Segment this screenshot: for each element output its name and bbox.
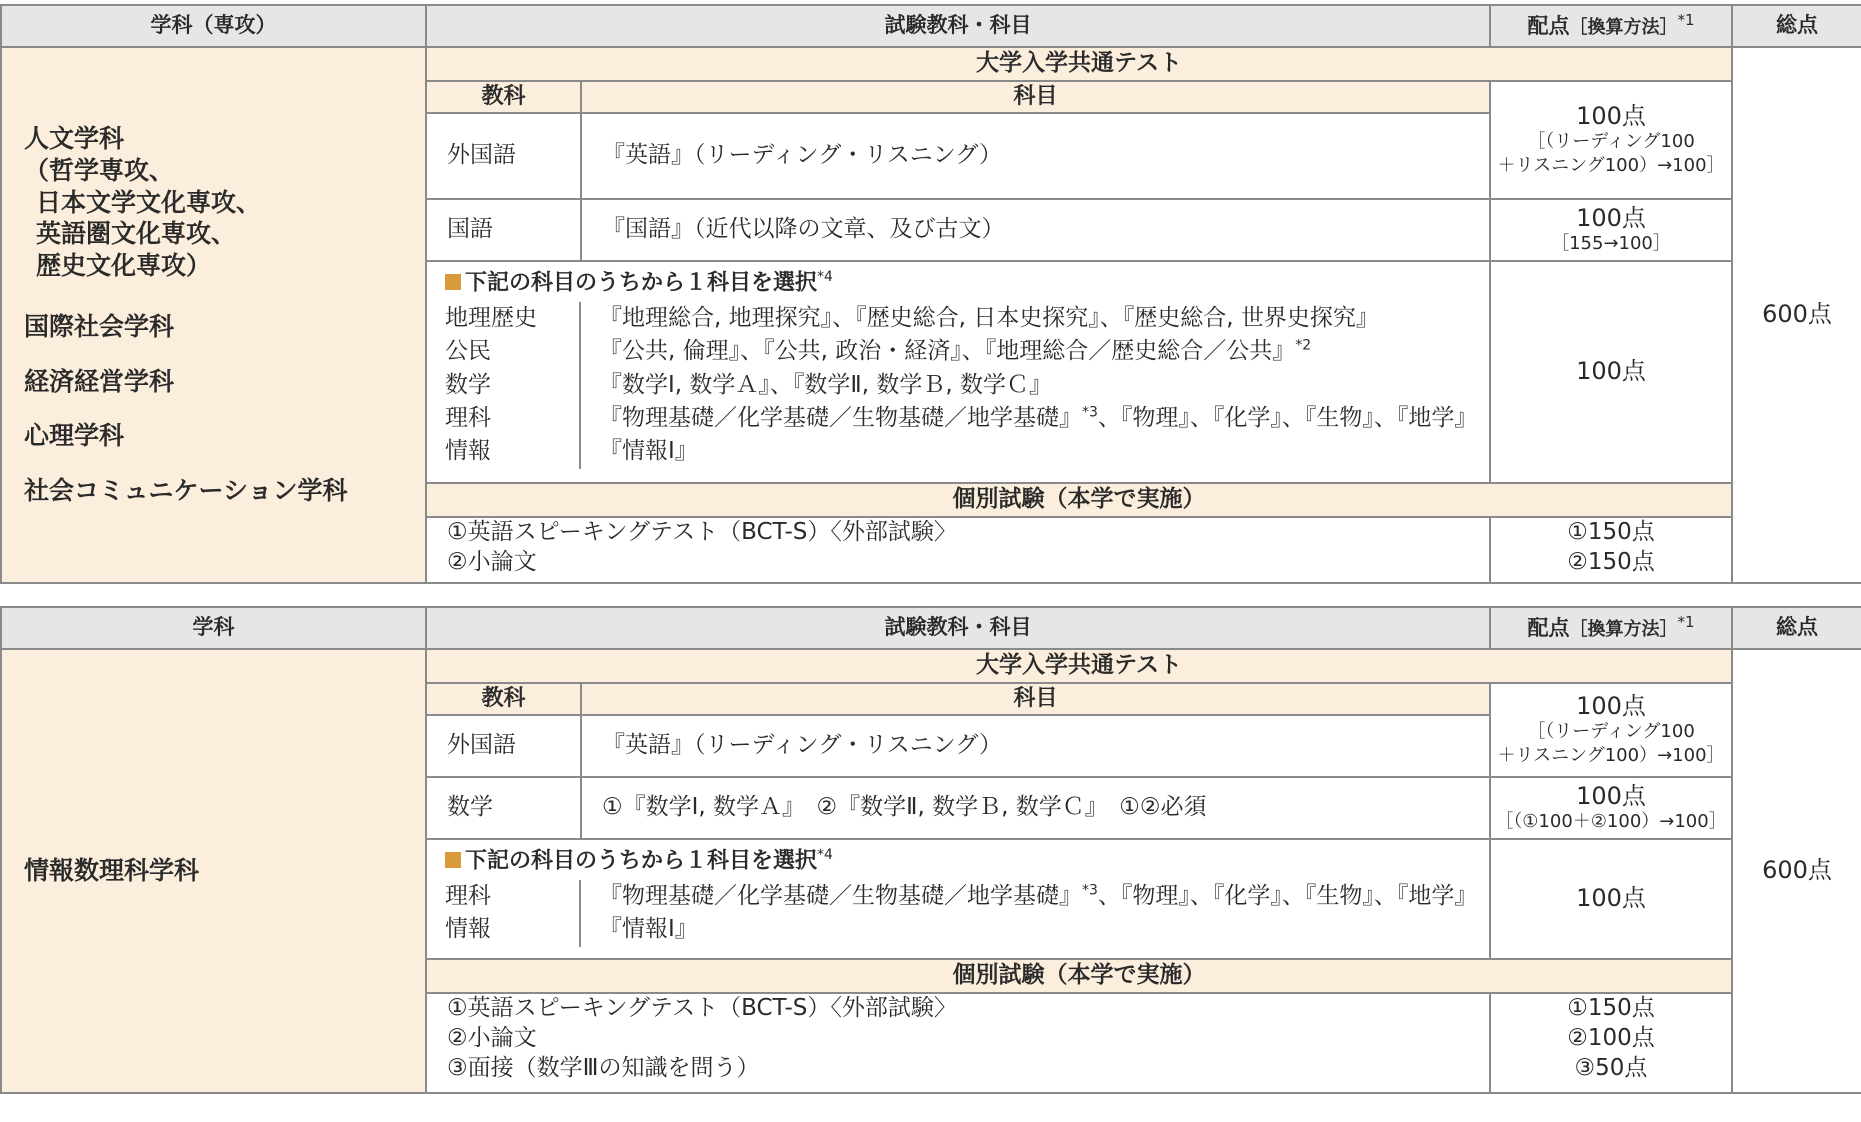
- square-bullet-icon: [445, 852, 461, 868]
- header-dept: 学科（専攻）: [1, 5, 426, 47]
- subject-math: 数学: [426, 777, 581, 839]
- col-course-header: 科目: [581, 81, 1490, 113]
- header-dept: 学科: [1, 607, 426, 649]
- course-japanese: 『国語』（近代以降の文章、及び古文）: [581, 199, 1490, 261]
- individual-test-items: [426, 517, 1490, 583]
- department-cell: [1, 47, 426, 583]
- select-title: 下記の科目のうちから１科目を選択$^{*4}$: [427, 846, 1489, 876]
- points-foreign-language: 100点 ［（リーディング100 ＋リスニング100）→100］: [1490, 683, 1732, 777]
- points-select: 100点: [1490, 839, 1732, 959]
- department-social-communication: 社会コミュニケーション学科: [24, 475, 348, 505]
- course-math: ①『数学Ⅰ, 数学Ａ』 ②『数学Ⅱ, 数学Ｂ, 数学Ｃ』 ①②必須: [581, 777, 1490, 839]
- select-title: 下記の科目のうちから１科目を選択$^{*4}$: [427, 268, 1489, 298]
- exam-table-1: [0, 4, 1861, 584]
- square-bullet-icon: [445, 274, 461, 290]
- select-grid: [427, 880, 1489, 947]
- individual-item-3: ③面接（数学Ⅲの知識を問う）: [447, 1054, 760, 1081]
- department-humanities-majors-3: 英語圏文化専攻、: [36, 219, 237, 249]
- select-grid: [427, 302, 1489, 469]
- subject-japanese: 国語: [426, 199, 581, 261]
- header-points: 配点［換算方法］$^{*1}$: [1490, 5, 1732, 47]
- select-block: [426, 261, 1490, 483]
- header-points: 配点［換算方法］$^{*1}$: [1490, 607, 1732, 649]
- individual-item-1: ①英語スピーキングテスト（BCT-S）〈外部試験〉: [447, 995, 957, 1021]
- department-humanities-majors-1: （哲学専攻、: [24, 156, 175, 186]
- points-foreign-language: 100点 ［（リーディング100 ＋リスニング100）→100］: [1490, 81, 1732, 199]
- points-select: 100点: [1490, 261, 1732, 483]
- col-subject-header: 教科: [426, 683, 581, 715]
- department-humanities: 人文学科: [24, 123, 125, 153]
- table-2-header-row: [1, 607, 1861, 649]
- select-subjects: 地理歴史 公民 数学 理科 情報: [445, 304, 537, 465]
- select-courses: 『物理基礎／化学基礎／生物基礎／地学基礎』$^{*3}$、『物理』、『化学』、『生物』、『地学』 『情報Ⅰ』: [580, 880, 1489, 947]
- department-information-math: 情報数理科学科: [24, 855, 200, 885]
- col-course-header: 科目: [581, 683, 1490, 715]
- table-1-header-row: [1, 5, 1861, 47]
- department-humanities-majors-2: 日本文学文化専攻、: [36, 187, 262, 217]
- select-courses: 『地理総合, 地理探究』、『歴史総合, 日本史探究』、『歴史総合, 世界史探究』 『公共, 倫理』、『公共, 政治・経済』、『地理総合／歴史総合／公共』$^{*2}$ 『数学Ⅰ, 数学Ａ』、『数学Ⅱ, 数学Ｂ, 数学Ｃ』 『物理基礎／化学基礎／生物基礎／地学基礎』$^{*3}$、『物理』、『化学』、『生物』、『地学』 『情報Ⅰ』: [580, 302, 1489, 469]
- exam-table-2: [0, 606, 1861, 1094]
- individual-points: ①150点 ②150点: [1490, 517, 1732, 583]
- select-block: [426, 839, 1490, 959]
- select-subjects: 理科 情報: [445, 882, 491, 943]
- course-english: 『英語』（リーディング・リスニング）: [581, 113, 1490, 199]
- total-points: 600点: [1732, 47, 1861, 583]
- header-total: 総点: [1732, 607, 1861, 649]
- points-japanese: 100点 ［155→100］: [1490, 199, 1732, 261]
- individual-item-2: ②小論文: [447, 548, 537, 575]
- total-points: 600点: [1732, 649, 1861, 1093]
- individual-test-title: 個別試験（本学で実施）: [426, 483, 1732, 517]
- header-total: 総点: [1732, 5, 1861, 47]
- department-international-society: 国際社会学科: [24, 312, 175, 342]
- individual-item-1: ①英語スピーキングテスト（BCT-S）〈外部試験〉: [447, 519, 957, 545]
- subject-foreign-language: 外国語: [426, 113, 581, 199]
- course-english: 『英語』（リーディング・リスニング）: [581, 715, 1490, 777]
- common-test-title: 大学入学共通テスト: [426, 649, 1732, 683]
- individual-item-2: ②小論文: [447, 1024, 537, 1051]
- subject-foreign-language: 外国語: [426, 715, 581, 777]
- points-math: 100点 ［（①100＋②100）→100］: [1490, 777, 1732, 839]
- individual-points: ①150点 ②100点 ③50点: [1490, 993, 1732, 1093]
- col-subject-header: 教科: [426, 81, 581, 113]
- department-cell: [1, 649, 426, 1093]
- common-test-title: 大学入学共通テスト: [426, 47, 1732, 81]
- department-humanities-majors-4: 歴史文化専攻）: [36, 250, 212, 280]
- header-subjects: 試験教科・科目: [426, 607, 1490, 649]
- department-psychology: 心理学科: [24, 421, 125, 451]
- header-subjects: 試験教科・科目: [426, 5, 1490, 47]
- individual-test-title: 個別試験（本学で実施）: [426, 959, 1732, 993]
- individual-test-items: [426, 993, 1490, 1093]
- department-economics: 経済経営学科: [24, 366, 175, 396]
